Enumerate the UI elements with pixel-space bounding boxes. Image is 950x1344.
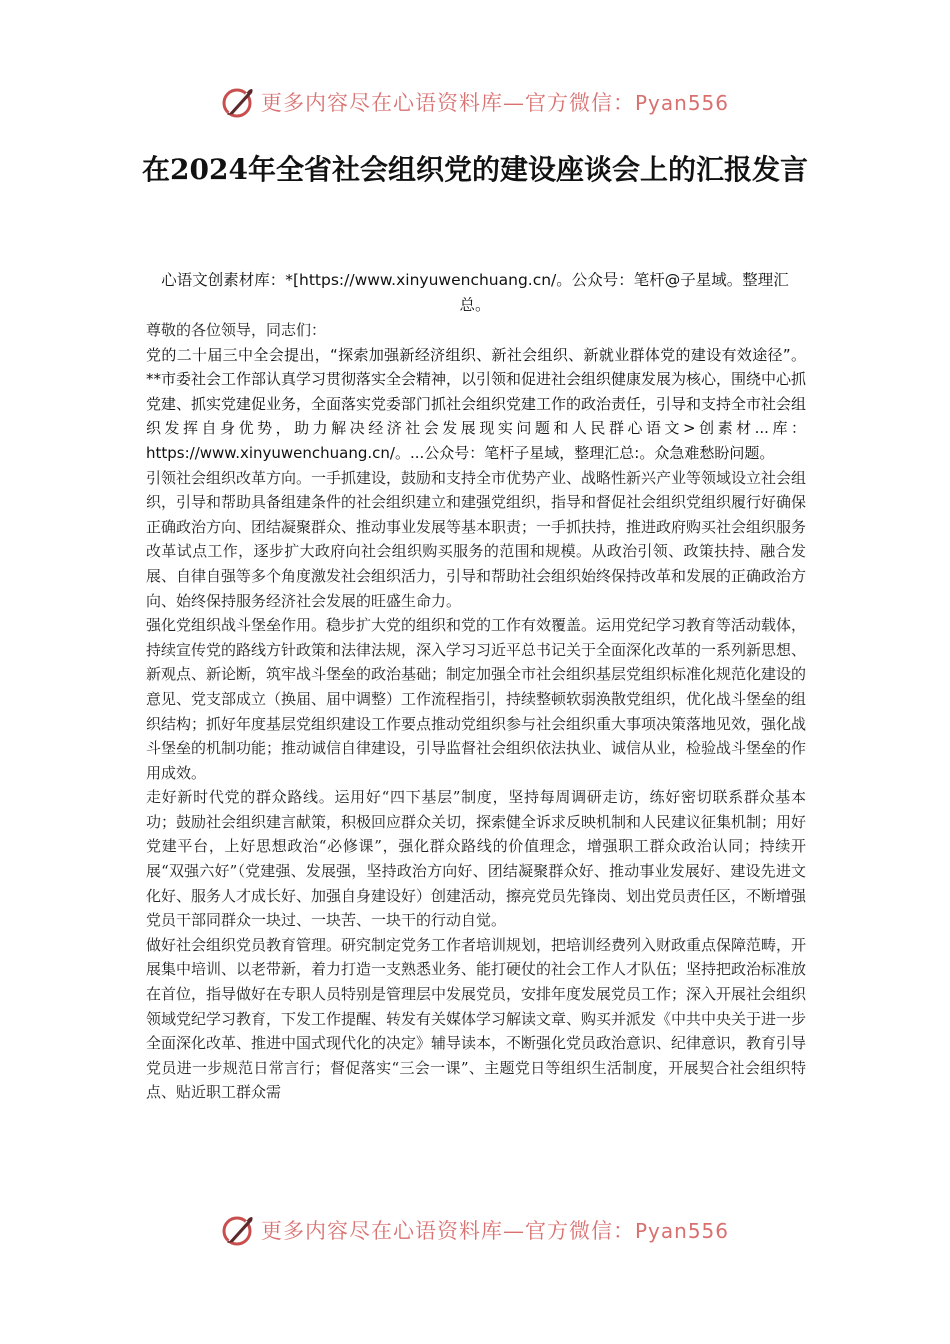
wechat-id: Pyan556 (634, 91, 729, 115)
banner-text: 更多内容尽在心语资料库—官方微信：Pyan556 (260, 91, 729, 115)
footer-banner (0, 1208, 950, 1252)
banner-text: 更多内容尽在心语资料库—官方微信：Pyan556 (260, 1219, 729, 1243)
body-paragraph: 引领社会组织改革方向。一手抓建设，鼓励和支持全市优势产业、战略性新兴产业等领域设立社会组织，引导和帮助具备组建条件的社会组织建立和建强党组织，指导和督促社会组织党组织履行好确保正确政治方向、团结凝聚群众、推动事业发展等基本职责；一手抓扶持，推进政府购买社会组织服务改革试点工作，逐步扩大政府向社会组织购买服务的范围和规模。从政治引领、政策扶持、融合发展、自律自强等多个角度激发社会组织活力，引导和帮助社会组织始终保持改革和发展的正确政治方向、始终保持服务经济社会发展的旺盛生命力。 (146, 468, 807, 610)
document-body (146, 318, 806, 1105)
intro-paragraph: 党的二十届三中全会提出，“探索加强新经济组织、新社会组织、新就业群体党的建设有效途径”。**市委社会工作部认真学习贯彻落实全会精神，以引领和促进社会组织健康发展为核心，围绕中心抓党建、抓实党建促业务，全面落实党委部门抓社会组织党建工作的政治责任，引导和支持全市社会组织发挥自身优势，助力解决经济社会发展现实问题和人民群心语文>创素材...库：https://www.xinyuwenchuang.cn/。...公众号：笔杆子星域，整理汇总:。众急难愁盼问题。 (146, 345, 807, 462)
quill-pen-icon (221, 1212, 257, 1248)
salutation: 尊敬的各位领导，同志们： (146, 321, 327, 339)
wechat-id: Pyan556 (634, 1219, 729, 1243)
header-banner (0, 80, 950, 124)
source-line: 心语文创素材库：*[https://www.xinyuwenchuang.cn/。公众号：笔杆@子星域。整理汇总。 (161, 271, 789, 314)
quill-pen-icon (221, 84, 257, 120)
document-title: 在2024年全省社会组织党的建设座谈会上的汇报发言 (142, 153, 808, 186)
body-paragraph: 强化党组织战斗堡垒作用。稳步扩大党的组织和党的工作有效覆盖。运用党纪学习教育等活动载体，持续宣传党的路线方针政策和法律法规，深入学习习近平总书记关于全面深化改革的一系列新思想、新观点、新论断，筑牢战斗堡垒的政治基础；制定加强全市社会组织基层党组织标准化规范化建设的意见、党支部成立（换届、届中调整）工作流程指引，持续整顿软弱涣散党组织，优化战斗堡垒的组织结构；抓好年度基层党组织建设工作要点推动党组织参与社会组织重大事项决策落地见效，强化战斗堡垒的机制功能；推动诚信自律建设，引导监督社会组织依法执业、诚信从业，检验战斗堡垒的作用成效。 (146, 616, 807, 782)
body-paragraph: 走好新时代党的群众路线。运用好“四下基层”制度，坚持每周调研走访，练好密切联系群众基本功；鼓励社会组织建言献策，积极回应群众关切，探索健全诉求反映机制和人民建议征集机制；用好党建平台，上好思想政治“必修课”，强化群众路线的价值理念，增强职工群众政治认同；持续开展“双强六好”（党建强、发展强，坚持政治方向好、团结凝聚群众好、推动事业发展好、建设先进文化好、服务人才成长好、加强自身建设好）创建活动，擦亮党员先锋岗、划出党员责任区，不断增强党员干部同群众一块过、一块苦、一块干的行动自觉。 (146, 788, 807, 930)
body-paragraph: 做好社会组织党员教育管理。研究制定党务工作者培训规划，把培训经费列入财政重点保障范畴，开展集中培训、以老带新，着力打造一支熟悉业务、能打硬仗的社会工作人才队伍；坚持把政治标准放在首位，指导做好在专职人员特别是管理层中发展党员，安排年度发展党员工作；深入开展社会组织领域党纪学习教育，下发工作提醒、转发有关媒体学习解读文章、购买并派发《中共中央关于进一步全面深化改革、推进中国式现代化的决定》辅导读本，不断强化党员政治意识、纪律意识，教育引导党员进一步规范日常言行；督促落实“三会一课”、主题党日等组织生活制度，开展契合社会组织特点、贴近职工群众需 (146, 935, 807, 1102)
